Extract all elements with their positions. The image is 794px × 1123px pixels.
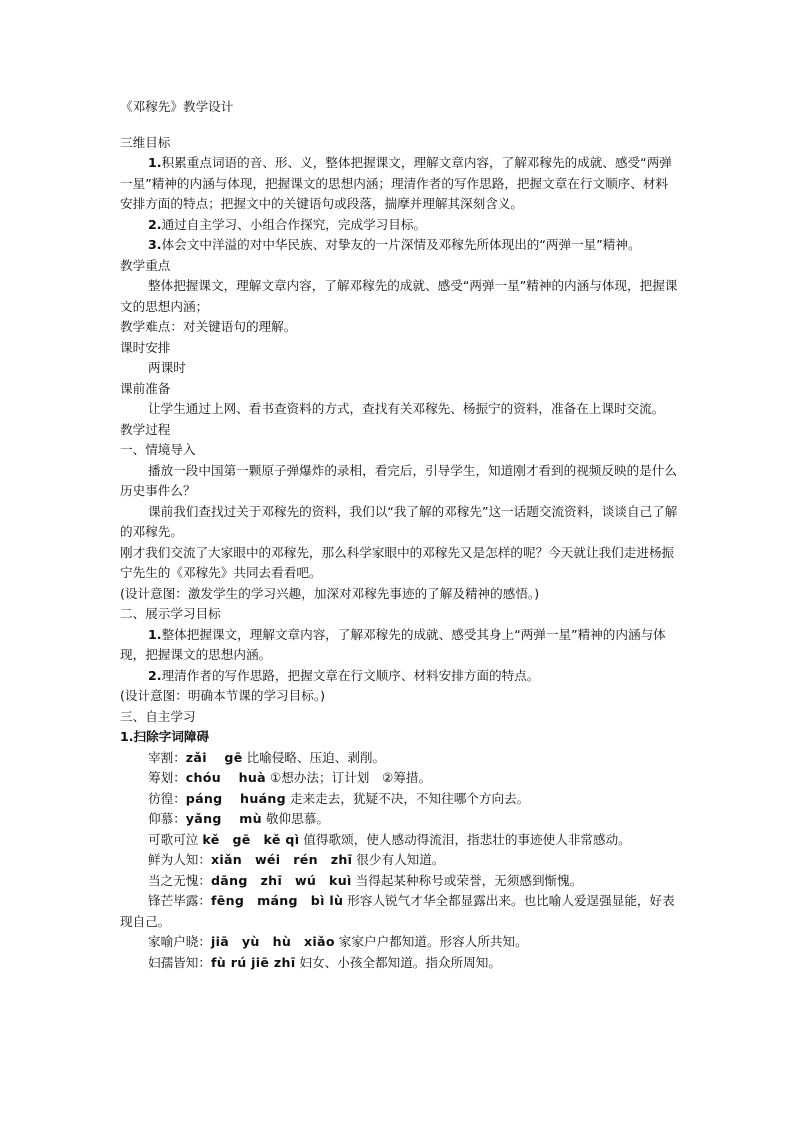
vocab-pinyin: fù rú jiē zhī — [210, 954, 296, 970]
vocab-word: 妇孺皆知： — [148, 954, 211, 970]
vocab-item — [120, 850, 680, 871]
vocab-list — [120, 748, 680, 974]
vocab-definition: 当得起某种称号或荣誉，无须感到惭愧。 — [351, 872, 583, 888]
goals-heading: 三维目标 — [120, 134, 171, 150]
section-1-intent: (设计意图：激发学生的学习兴趣，加深对邓稼先事迹的了解及精神的感悟。) — [120, 585, 540, 601]
process-heading: 教学过程 — [120, 421, 171, 437]
section-1-paragraph-3: 刚才我们交流了大家眼中的邓稼先，那么科学家眼中的邓稼先又是怎样的呢？今天就让我们走进杨振宁先生的《邓稼先》共同去看看吧。 — [120, 544, 675, 580]
section-2-goal-2-text: 理清作者的写作思路，把握文章在行文顺序、材料安排方面的特点。 — [161, 667, 540, 683]
vocab-word: 当之无愧： — [148, 872, 211, 888]
document-title: 《邓稼先》教学设计 — [120, 99, 234, 114]
goal-2 — [120, 215, 680, 236]
prep-heading: 课前准备 — [120, 380, 171, 396]
vocab-definition: 值得歌颂，使人感动得流泪，指悲壮的事迹使人非常感动。 — [299, 831, 631, 847]
vocab-definition: 敬仰思慕。 — [261, 811, 329, 826]
vocab-item — [120, 871, 680, 892]
goal-3-number: 3. — [148, 237, 162, 252]
goal-3 — [120, 235, 680, 256]
vocab-item — [120, 932, 680, 953]
vocab-word: 锋芒毕露： — [148, 893, 211, 908]
vocab-definition: 形容人锐气才华全都显露出来。也比喻人爱逞强显能，好表现自己。 — [120, 893, 675, 929]
vocab-word: 鲜为人知： — [148, 852, 211, 867]
vocab-item — [120, 789, 680, 810]
key-points-heading: 教学重点 — [120, 257, 171, 273]
vocab-item — [120, 830, 680, 851]
vocab-item — [120, 809, 680, 830]
vocab-definition: 家家户户都知道。形容人所共知。 — [334, 934, 528, 949]
goal-1-number: 1. — [148, 155, 162, 170]
section-1-heading: 一、情境导入 — [120, 442, 196, 457]
goal-1 — [120, 153, 680, 215]
vocab-word: 可歌可泣 — [148, 831, 203, 847]
section-3-heading: 三、自主学习 — [120, 708, 196, 724]
vocab-pinyin: kě gē kě qì — [202, 831, 300, 847]
document-page — [120, 97, 680, 973]
vocab-pinyin: chóu huà — [185, 770, 266, 785]
goal-2-text: 通过自主学习、小组合作探究，完成学习目标。 — [161, 216, 427, 232]
vocab-pinyin: zǎi gē — [185, 749, 243, 765]
vocab-word: 彷徨： — [148, 790, 186, 806]
vocab-item — [120, 748, 680, 769]
goal-3-text: 体会文中洋溢的对中华民族、对挚友的一片深情及邓稼先所体现出的“两弹一星”精神。 — [161, 237, 641, 252]
vocab-definition: 妇女、小孩全都知道。指众所周知。 — [295, 954, 501, 970]
vocab-word: 家喻户晓： — [148, 934, 211, 949]
section-1-paragraph-2: 课前我们查找过关于邓稼先的资料，我们以“我了解的邓稼先”这一话题交流资料，谈谈自己了解的邓稼先。 — [120, 503, 678, 539]
section-2-goal-1 — [120, 625, 680, 666]
schedule-text: 两课时 — [148, 360, 186, 375]
vocab-item — [120, 891, 680, 932]
vocab-pinyin: xiǎn wéi rén zhī — [210, 852, 353, 867]
schedule-heading: 课时安排 — [120, 339, 171, 355]
section-2-goal-2 — [120, 666, 680, 687]
vocab-word: 宰割： — [148, 749, 186, 765]
section-2-heading: 二、展示学习目标 — [120, 606, 221, 621]
vocab-pinyin: fēng máng bì lù — [210, 893, 344, 908]
vocab-item — [120, 768, 680, 789]
vocab-pinyin: dāng zhī wú kuì — [210, 872, 352, 888]
vocab-word: 仰慕： — [148, 811, 186, 826]
section-2-intent: (设计意图：明确本节课的学习目标。) — [120, 688, 326, 703]
section-2-goal-2-number: 2. — [148, 667, 162, 683]
vocab-pinyin: páng huáng — [185, 790, 286, 806]
goal-2-number: 2. — [148, 216, 162, 232]
section-2-goal-1-number: 1. — [148, 626, 162, 642]
vocab-definition: 比喻侵略、压迫、剥削。 — [242, 749, 386, 765]
key-points-text: 整体把握课文，理解文章内容，了解邓稼先的成就、感受“两弹一星”精神的内涵与体现，把握课文的思想内涵； — [120, 278, 678, 314]
section-2-goal-1-text: 整体把握课文，理解文章内容，了解邓稼先的成就、感受其身上“两弹一星”精神的内涵与体现，把握课文的思想内涵。 — [120, 626, 666, 662]
prep-text: 让学生通过上网、看书查资料的方式，查找有关邓稼先、杨振宁的资料，准备在上课时交流。 — [148, 401, 665, 416]
vocab-pinyin: jiā yù hù xiǎo — [210, 934, 335, 949]
vocab-definition: ①想办法；订计划 ②筹措。 — [265, 770, 432, 785]
section-1-paragraph-1: 播放一段中国第一颗原子弹爆炸的录相，看完后，引导学生，知道刚才看到的视频反映的是什么历史事件么？ — [120, 462, 677, 498]
vocab-definition: 走来走去，犹疑不决，不知往哪个方向去。 — [285, 790, 530, 806]
goal-1-text: 积累重点词语的音、形、义，整体把握课文，理解文章内容，了解邓稼先的成就、感受“两弹一星”精神的内涵与体现，把握课文的思想内涵；理清作者的写作思路，把握文章在行文顺序、材料安排方面的特点；把握文中的关键语句或段落，揣摩并理解其深刻含义。 — [120, 155, 672, 211]
vocab-pinyin: yǎng mù — [185, 811, 262, 826]
vocab-definition: 很少有人知道。 — [352, 852, 445, 867]
difficulty-text: 教学难点：对关键语句的理解。 — [120, 319, 297, 334]
section-3-subheading: 1.扫除字词障碍 — [120, 729, 210, 744]
vocab-word: 筹划： — [148, 770, 186, 785]
vocab-item — [120, 953, 680, 974]
